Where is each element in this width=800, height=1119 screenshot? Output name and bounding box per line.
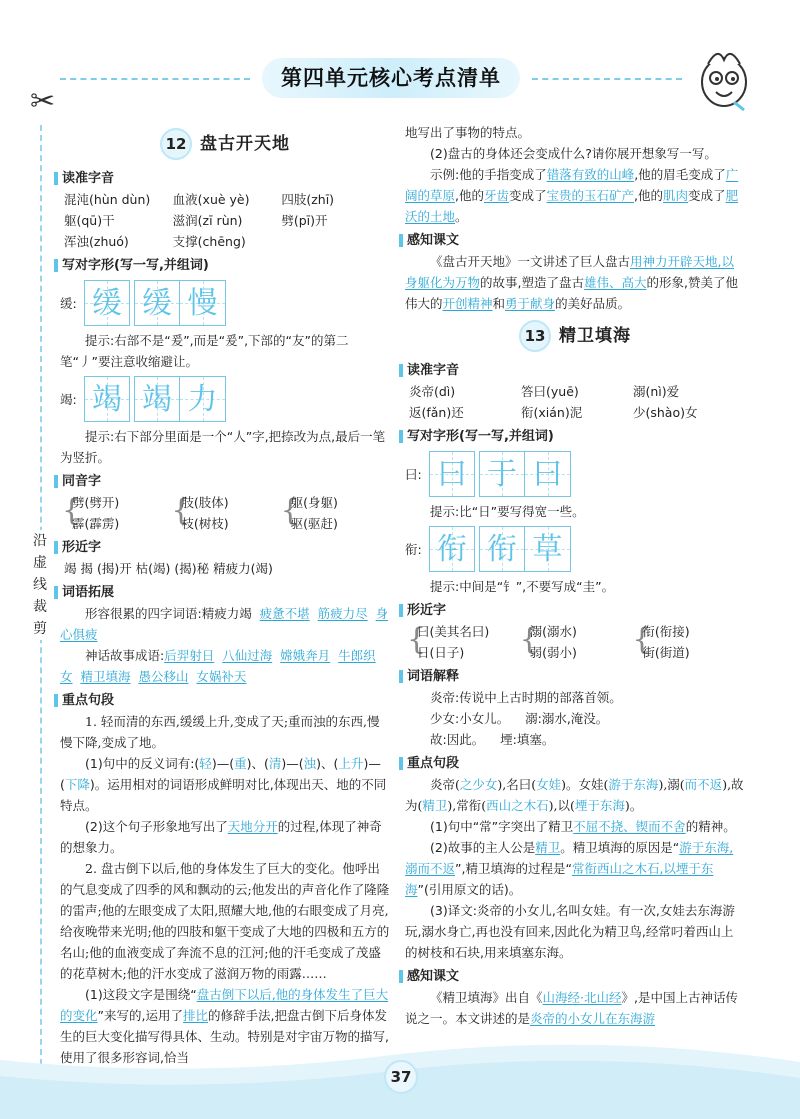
- header-dash-left: [60, 78, 250, 80]
- section-heading: 写对字形(写一写,并组词): [60, 255, 390, 276]
- continued-text: 地写出了事物的特点。: [405, 125, 531, 140]
- question-2: (2)这个句子形象地写出了天地分开的过程,体现了神奇的想象力。: [60, 819, 382, 855]
- pinyin-row: 返(fǎn)还 衔(xián)泥 少(shào)女: [409, 405, 698, 420]
- question-3: (1)这段文字是围绕“盘古倒下以后,他的身体发生了巨大的变化”来写的,运用了排比的修辞手法,把盘古倒下后身体发生的巨大变化描写得具体、生动。特别是对宇宙万物的描写,使用了很多形容词,恰当: [60, 987, 389, 1065]
- explain-line: 炎帝:传说中上古时期的部落首领。: [430, 690, 622, 705]
- lesson-title: 精卫填海: [559, 325, 631, 346]
- section-heading: 形近字: [60, 537, 390, 558]
- tip-text: 提示:右部不是“爰”,而是“爰”,下部的“友”的第二笔“丿”要注意收缩避让。: [60, 333, 349, 369]
- page-title: 第四单元核心考点清单: [281, 66, 501, 90]
- key-passage-2: 2. 盘古倒下以后,他的身体发生了巨大的变化。他呼出的气息变成了四季的风和飘动的云;他发出的声音化作了隆隆的雷声;他的左眼变成了太阳,照耀大地,他的右眼变成了月亮,给夜晚带来光明;他的四肢和躯干变成了大地的四极和五方的名山;他的血液变成了奔流不息的江河;他的汗毛变成了茂盛的花草树木;他的汗水变成了滋润万物的雨露……: [60, 861, 390, 981]
- lesson-number: 13: [519, 320, 551, 352]
- section-heading: 词语拓展: [60, 582, 390, 603]
- lesson-number: 12: [160, 128, 192, 160]
- section-heading: 写对字形(写一写,并组词): [405, 426, 745, 447]
- question-3: (3)译文:炎帝的小女儿,名叫女娃。有一次,女娃去东海游玩,溺水身亡,再也没有回来,因此化为精卫鸟,经常叼着西山上的树枝和石块,用来填塞东海。: [405, 903, 735, 960]
- left-column: [60, 122, 390, 1068]
- writing-grid: 衔: 衔 衔 草: [405, 526, 745, 572]
- section-heading: 重点句段: [405, 753, 745, 774]
- similar-chars: 竭 揭 (揭)开 枯(竭) (揭)秘 精疲力(竭): [64, 561, 273, 576]
- section-heading: 同音字: [60, 471, 390, 492]
- section-heading: 词语解释: [405, 666, 745, 687]
- summary-text: 《精卫填海》出自《山海经·北山经》,是中国上古神话传说之一。本文讲述的是炎帝的小女儿在东海游: [405, 990, 738, 1026]
- question-2: (2)故事的主人公是精卫。精卫填海的原因是“游于东海,溺而不返”,精卫填海的过程是“常衔西山之木石,以堙于东海”(引用原文的话)。: [405, 840, 734, 897]
- section-heading: 读准字音: [60, 168, 390, 189]
- writing-grid: 竭: 竭 竭 力: [60, 376, 390, 422]
- right-column: [405, 122, 745, 1029]
- similar-groups: { 曰(美其名曰) 日(日子) { 溺(溺水) 弱(弱小) { 衔(衔接) 街(街道): [407, 622, 690, 660]
- question-1: (1)句中的反义词有:(轻)—(重)、(清)—(浊)、(上升)—(下降)。运用相对的词语形成鲜明对比,体现出天、地的不同特点。: [60, 756, 387, 813]
- section-heading: 读准字音: [405, 360, 745, 381]
- section-heading: 感知课文: [405, 966, 745, 987]
- section-heading: 重点句段: [60, 690, 390, 711]
- writing-grid: 缓: 缓 缓 慢: [60, 280, 390, 326]
- pinyin-row: 躯(qū)干 滋润(zī rùn) 劈(pī)开: [64, 213, 328, 228]
- key-passage-1: 1. 轻而清的东西,缓缓上升,变成了天;重而浊的东西,慢慢下降,变成了地。: [60, 714, 380, 750]
- writing-grid: 曰: 曰 于 曰: [405, 451, 745, 497]
- expand-line-2: 神话故事成语:后羿射日 八仙过海 嫦娥奔月 牛郎织女 精卫填海 愚公移山 女娲补天: [60, 648, 376, 684]
- lesson-12-heading: [60, 128, 390, 160]
- header-dash-right: [532, 78, 682, 80]
- tip-text: 提示:比“日”要写得宽一些。: [430, 504, 585, 519]
- pinyin-row: 浑浊(zhuó) 支撑(chēng): [64, 234, 246, 249]
- page-number: 37: [384, 1060, 418, 1094]
- tip-text: 提示:右下部分里面是一个“人”字,把捺改为点,最后一笔为竖折。: [60, 429, 386, 465]
- section-heading: 形近字: [405, 600, 745, 621]
- question-1: (1)句中“常”字突出了精卫不屈不挠、锲而不舍的精神。: [430, 819, 736, 834]
- pinyin-row: 炎帝(dì) 答曰(yuē) 溺(nì)爱: [409, 384, 680, 399]
- example-answer: 示例:他的手指变成了错落有致的山峰,他的眉毛变成了广阔的草原,他的牙齿变成了宝贵的玉石矿产,他的肌肉变成了肥沃的土地。: [405, 167, 739, 224]
- cut-instruction: 沿 虚 线 裁 剪: [29, 530, 51, 640]
- page-header: [0, 0, 800, 118]
- homophone-groups: { 劈(劈开) 霹(霹雳) { 肢(肢体) 枝(树枝) { 躯(身躯) 驱(驱赶): [62, 493, 338, 531]
- summary-text: 《盘古开天地》一文讲述了巨人盘古用神力开辟天地,以身躯化为万物的故事,塑造了盘古雄伟、高大的形象,赞美了他伟大的开创精神和勇于献身的美好品质。: [405, 254, 738, 311]
- pinyin-row: 混沌(hùn dùn) 血液(xuè yè) 四肢(zhī): [64, 192, 335, 207]
- explain-line: 少女:小女儿。 溺:溺水,淹没。: [430, 711, 609, 726]
- tip-text: 提示:中间是“钅”,不要写成“圭”。: [430, 579, 615, 594]
- question-4: (2)盘古的身体还会变成什么?请你展开想象写一写。: [430, 146, 717, 161]
- scissors-icon: ✂: [30, 84, 56, 119]
- lesson-title: 盘古开天地: [200, 133, 290, 154]
- mascot-icon: [688, 42, 760, 114]
- section-heading: 感知课文: [405, 230, 745, 251]
- expand-line-1: 形容很累的四字词语:精疲力竭 疲惫不堪 筋疲力尽 身心俱疲: [60, 606, 389, 642]
- lesson-13-heading: [405, 320, 745, 352]
- explain-line: 故:因此。 堙:填塞。: [430, 732, 555, 747]
- key-passage: 炎帝(之少女),名曰(女娃)。女娃(游于东海),溺(而不返),故为(精卫),常衔(西山之木石),以(堙于东海)。: [405, 777, 744, 813]
